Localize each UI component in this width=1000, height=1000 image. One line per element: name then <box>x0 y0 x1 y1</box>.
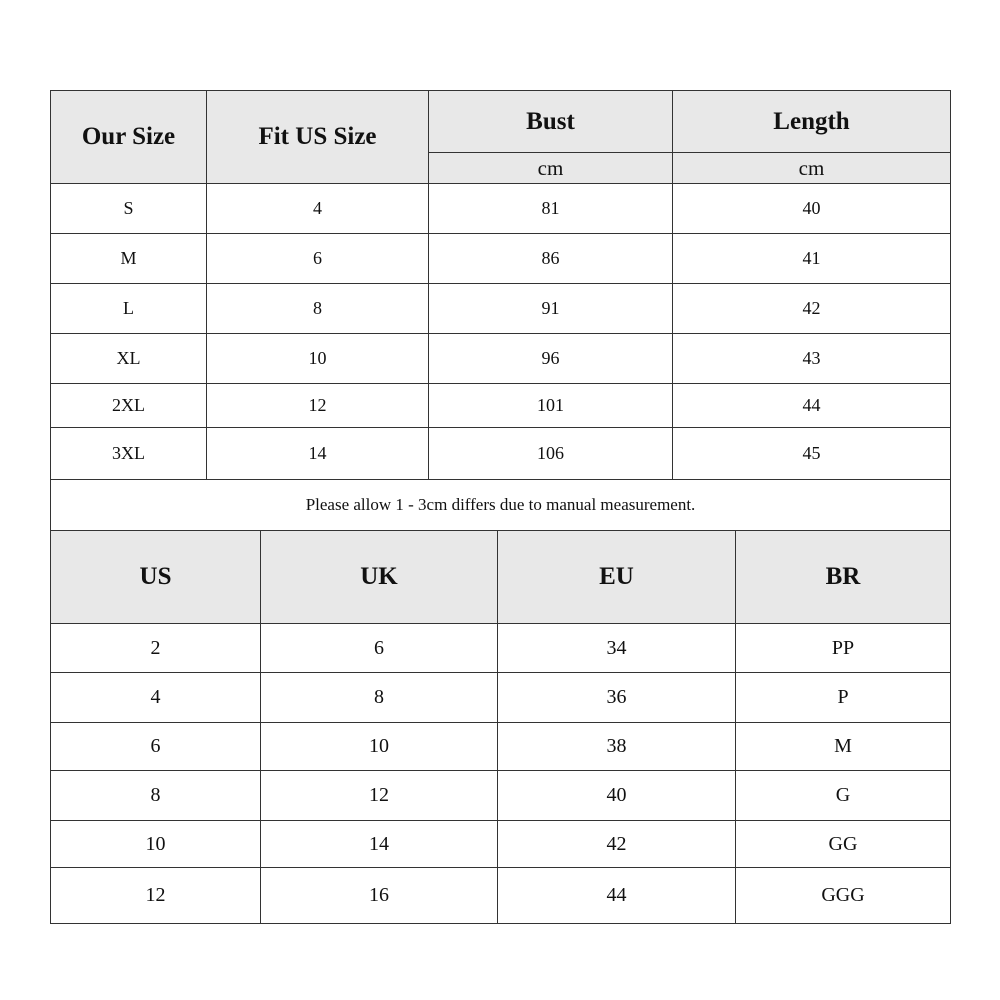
cell-bust: 91 <box>429 284 673 334</box>
measurement-note: Please allow 1 - 3cm differs due to manual measurement. <box>51 480 951 531</box>
cell-fit-us-size: 14 <box>207 428 429 480</box>
cell-us: 6 <box>51 723 261 771</box>
table-row <box>51 821 951 868</box>
table-row <box>51 184 951 234</box>
cell-our-size: L <box>51 284 207 334</box>
cell-eu: 34 <box>498 624 736 673</box>
header-uk: UK <box>261 531 498 624</box>
cell-eu: 40 <box>498 771 736 821</box>
table-row <box>51 771 951 821</box>
cell-fit-us-size: 4 <box>207 184 429 234</box>
table-row <box>51 624 951 673</box>
header-fit-us-size: Fit US Size <box>207 91 429 184</box>
size-chart-table <box>50 90 951 531</box>
size-conversion-table <box>50 530 951 924</box>
table-row <box>51 868 951 924</box>
cell-fit-us-size: 6 <box>207 234 429 284</box>
cell-bust: 81 <box>429 184 673 234</box>
header-eu: EU <box>498 531 736 624</box>
cell-bust: 86 <box>429 234 673 284</box>
cell-our-size: S <box>51 184 207 234</box>
cell-br: PP <box>736 624 951 673</box>
header-our-size: Our Size <box>51 91 207 184</box>
cell-eu: 42 <box>498 821 736 868</box>
header-bust-unit: cm <box>429 153 673 184</box>
cell-uk: 8 <box>261 673 498 723</box>
header-bust: Bust <box>429 91 673 153</box>
cell-eu: 36 <box>498 673 736 723</box>
note-row <box>51 480 951 531</box>
cell-bust: 96 <box>429 334 673 384</box>
cell-us: 4 <box>51 673 261 723</box>
cell-our-size: 3XL <box>51 428 207 480</box>
cell-length: 40 <box>673 184 951 234</box>
cell-length: 45 <box>673 428 951 480</box>
table-row <box>51 334 951 384</box>
table-row <box>51 284 951 334</box>
cell-length: 41 <box>673 234 951 284</box>
cell-bust: 101 <box>429 384 673 428</box>
table-row <box>51 673 951 723</box>
cell-br: GG <box>736 821 951 868</box>
cell-length: 42 <box>673 284 951 334</box>
table-row <box>51 428 951 480</box>
cell-br: G <box>736 771 951 821</box>
cell-our-size: XL <box>51 334 207 384</box>
cell-us: 12 <box>51 868 261 924</box>
header-us: US <box>51 531 261 624</box>
cell-uk: 16 <box>261 868 498 924</box>
cell-us: 10 <box>51 821 261 868</box>
cell-length: 44 <box>673 384 951 428</box>
cell-br: P <box>736 673 951 723</box>
cell-length: 43 <box>673 334 951 384</box>
cell-fit-us-size: 8 <box>207 284 429 334</box>
cell-us: 8 <box>51 771 261 821</box>
header-length-unit: cm <box>673 153 951 184</box>
cell-uk: 14 <box>261 821 498 868</box>
header-length: Length <box>673 91 951 153</box>
cell-bust: 106 <box>429 428 673 480</box>
cell-our-size: M <box>51 234 207 284</box>
cell-eu: 38 <box>498 723 736 771</box>
header-br: BR <box>736 531 951 624</box>
table-row <box>51 234 951 284</box>
cell-fit-us-size: 10 <box>207 334 429 384</box>
cell-uk: 10 <box>261 723 498 771</box>
cell-our-size: 2XL <box>51 384 207 428</box>
cell-uk: 6 <box>261 624 498 673</box>
cell-br: GGG <box>736 868 951 924</box>
table-row <box>51 384 951 428</box>
cell-us: 2 <box>51 624 261 673</box>
cell-eu: 44 <box>498 868 736 924</box>
table-row <box>51 723 951 771</box>
cell-uk: 12 <box>261 771 498 821</box>
cell-fit-us-size: 12 <box>207 384 429 428</box>
cell-br: M <box>736 723 951 771</box>
